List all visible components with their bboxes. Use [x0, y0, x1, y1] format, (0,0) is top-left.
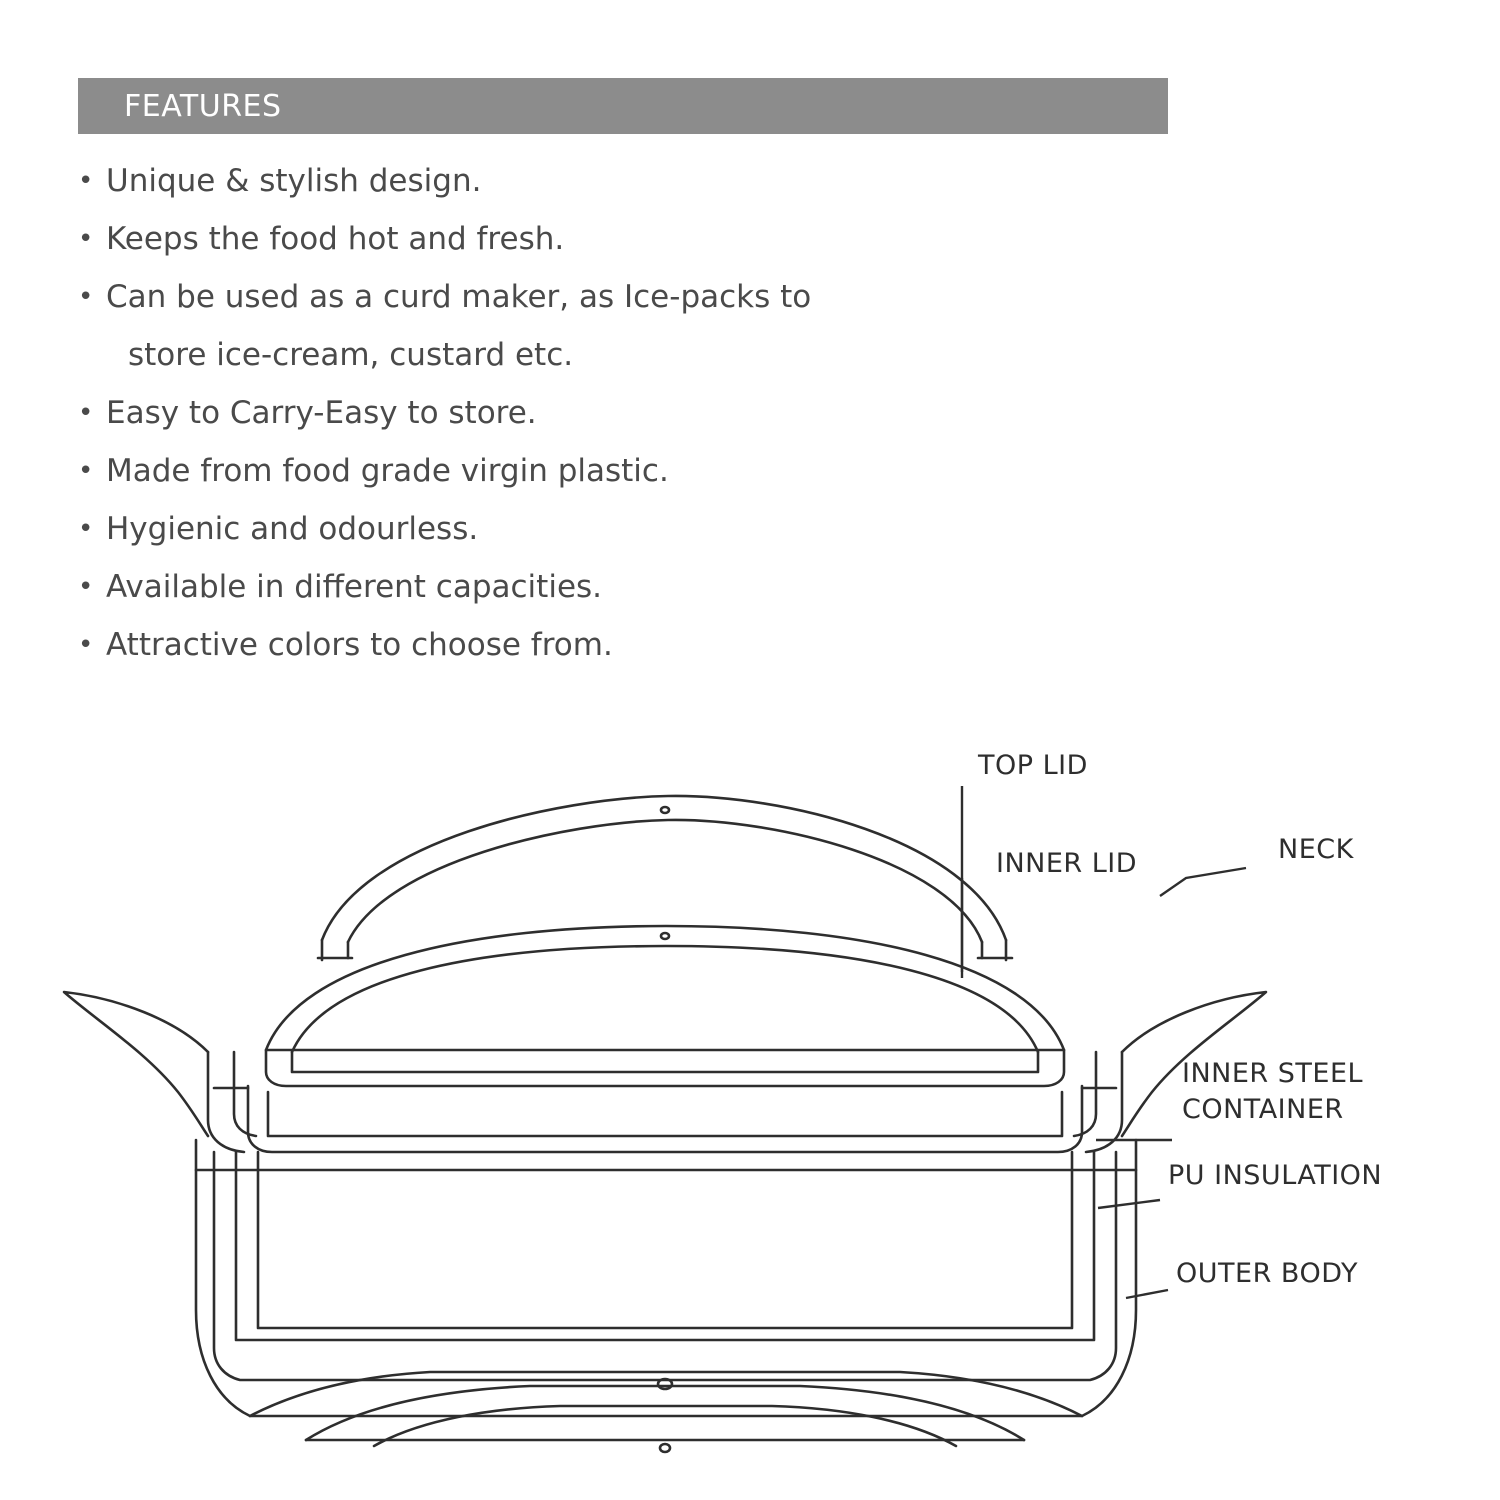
feature-text: Attractive colors to choose from.	[106, 627, 613, 663]
neck-collar-left-inner	[234, 1052, 256, 1136]
feature-text: Can be used as a curd maker, as Ice-packs to	[106, 279, 812, 315]
feature-text-wrap	[106, 268, 1278, 384]
bullet-icon: •	[78, 514, 94, 544]
feature-text: Easy to Carry-Easy to store.	[106, 395, 537, 431]
feature-text-continued: store ice-cream, custard etc.	[128, 337, 574, 373]
feature-text: Hygienic and odourless.	[106, 511, 479, 547]
list-item	[78, 152, 1278, 210]
list-item	[78, 558, 1278, 616]
label-inner-lid: INNER LID	[996, 848, 1138, 879]
top-lid-rim	[266, 1050, 1064, 1086]
top-handle-outer	[322, 796, 1006, 940]
base-foot-outer	[306, 1386, 1024, 1440]
inner-steel-container	[236, 1152, 1094, 1340]
list-item	[78, 500, 1278, 558]
inner-lid-body-inner	[268, 1092, 1062, 1136]
list-item	[78, 210, 1278, 268]
bullet-icon: •	[78, 398, 94, 428]
features-list	[78, 152, 1278, 674]
list-item	[78, 442, 1278, 500]
feature-text: Keeps the food hot and fresh.	[106, 221, 565, 257]
feature-text: Unique & stylish design.	[106, 163, 482, 199]
list-item	[78, 268, 1278, 384]
handle-center-dot	[661, 807, 669, 813]
bullet-icon: •	[78, 224, 94, 254]
feature-text: Made from food grade virgin plastic.	[106, 453, 669, 489]
casserole-diagram	[0, 700, 1500, 1460]
neck-collar-right-inner	[1074, 1052, 1096, 1136]
top-lid-rim-inner	[292, 1052, 1038, 1072]
bullet-icon: •	[78, 572, 94, 602]
leader-outer-body	[1126, 1290, 1168, 1298]
label-inner-steel-container-line1: INNER STEEL	[1182, 1058, 1364, 1089]
casserole-outline-group	[64, 796, 1266, 1452]
bullet-icon: •	[78, 630, 94, 660]
lid-center-dot	[661, 933, 669, 939]
features-header-bar	[78, 78, 1168, 134]
side-handle-left	[64, 992, 208, 1136]
label-neck: NECK	[1278, 834, 1354, 865]
features-title: FEATURES	[124, 88, 282, 124]
top-lid-dome-inner	[292, 946, 1038, 1052]
label-inner-steel-container-line2: CONTAINER	[1182, 1094, 1344, 1125]
bullet-icon: •	[78, 166, 94, 196]
bullet-icon: •	[78, 456, 94, 486]
label-outer-body: OUTER BODY	[1176, 1258, 1359, 1289]
label-pu-insulation: PU INSULATION	[1168, 1160, 1383, 1191]
leader-neck	[1160, 868, 1246, 896]
inner-steel-container-inner	[258, 1152, 1072, 1328]
bullet-icon: •	[78, 282, 94, 312]
list-item	[78, 384, 1278, 442]
outer-body-shell	[196, 1140, 1136, 1416]
pu-insulation-layer	[214, 1152, 1116, 1380]
neck-collar-left	[208, 1052, 244, 1152]
inner-lid-body	[248, 1086, 1082, 1152]
neck-collar-right	[1086, 1052, 1122, 1152]
label-top-lid: TOP LID	[978, 750, 1088, 781]
base-bottom-dot	[660, 1444, 670, 1452]
list-item	[78, 616, 1278, 674]
leader-pu-insulation	[1098, 1200, 1160, 1208]
feature-text: Available in different capacities.	[106, 569, 603, 605]
top-lid-dome	[266, 926, 1064, 1050]
